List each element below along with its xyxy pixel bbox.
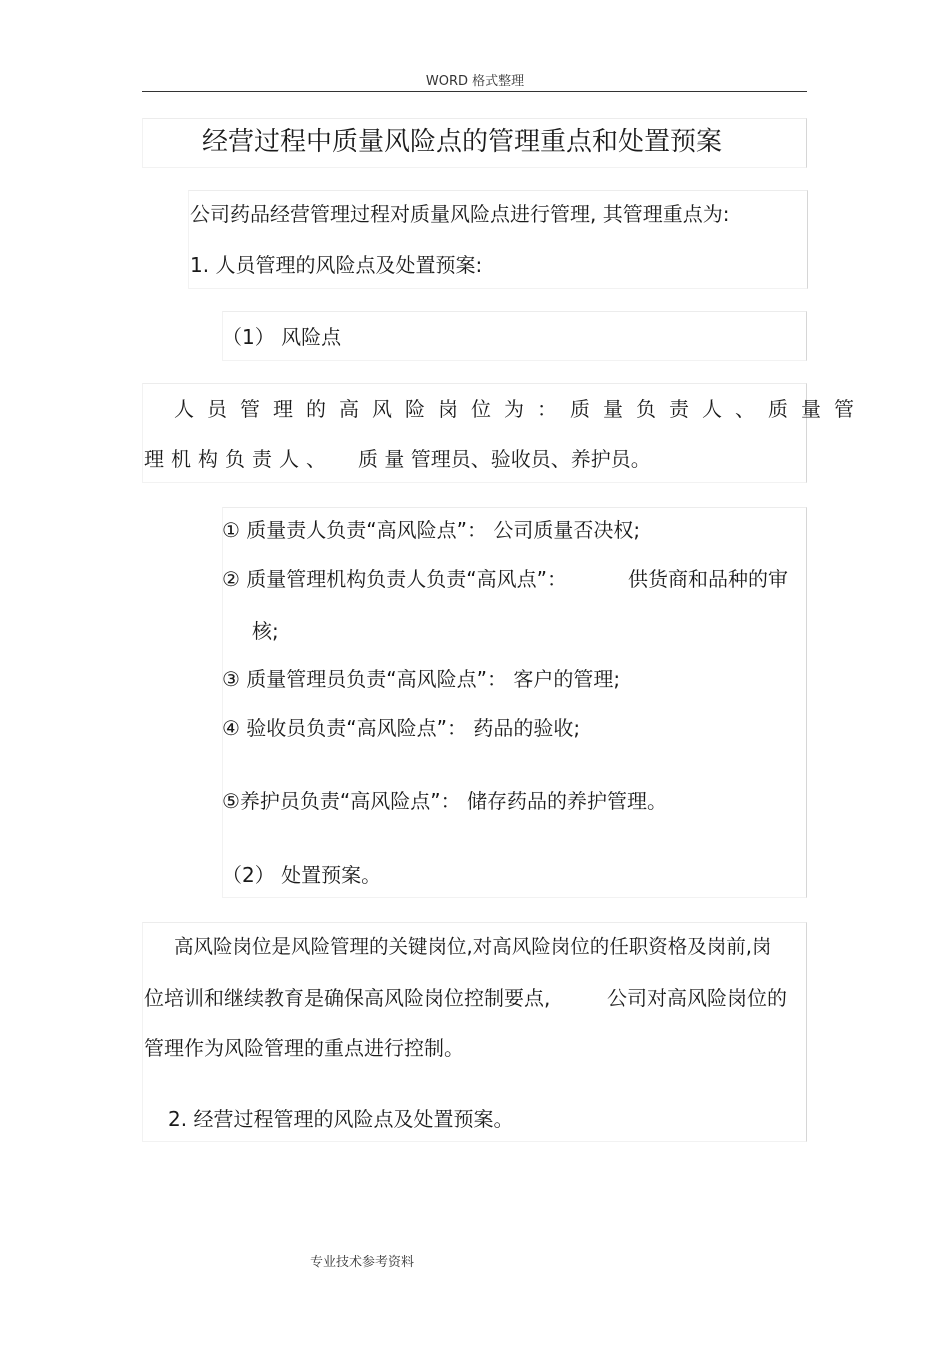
risk-point-heading: （1） 风险点 [222,325,342,349]
intro-line-1: 公司药品经营管理过程对质量风险点进行管理, 其管理重点为: [190,202,730,226]
duty-item-3: ③ 质量管理员负责“高风险点”： 客户的管理; [222,667,621,691]
plan-line-2b: 公司对高风险岗位的 [607,986,787,1010]
duty-item-1: ① 质量责人负责“高风险点”： 公司质量否决权; [222,518,641,542]
high-risk-posts-line-2b: 质 量 管理员、验收员、养护员。 [358,447,651,471]
page-footer: 专业技术参考资料 [310,1255,415,1270]
duty-item-2b: 供货商和品种的审 [628,567,788,591]
intro-line-2: 1. 人员管理的风险点及处置预案: [190,253,483,277]
plan-line-3: 管理作为风险管理的重点进行控制。 [144,1036,464,1060]
duty-item-2a: ② 质量管理机构负责人负责“高风点”： [222,567,568,591]
document-title: 经营过程中质量风险点的管理重点和处置预案 [202,127,723,157]
duty-item-4: ④ 验收员负责“高风险点”： 药品的验收; [222,716,581,740]
header-rule [142,91,807,92]
duty-item-5: ⑤养护员负责“高风险点”： 储存药品的养护管理。 [222,789,668,813]
duty-item-2c: 核; [252,619,279,643]
disposal-plan-heading: （2） 处置预案。 [222,863,382,887]
high-risk-posts-line-1: 人员管理的高风险岗位为：质量负责人、质量管 [174,397,867,421]
plan-line-1: 高风险岗位是风险管理的关键岗位,对高风险岗位的任职资格及岗前,岗 [174,935,772,958]
duties-block [222,507,807,898]
plan-line-2a: 位培训和继续教育是确保高风险岗位控制要点, [144,986,551,1010]
plan-line-4: 2. 经营过程管理的风险点及处置预案。 [168,1107,514,1131]
page-header: WORD 格式整理 [425,74,525,89]
high-risk-posts-line-2a: 理机构负责人、 [144,447,333,471]
